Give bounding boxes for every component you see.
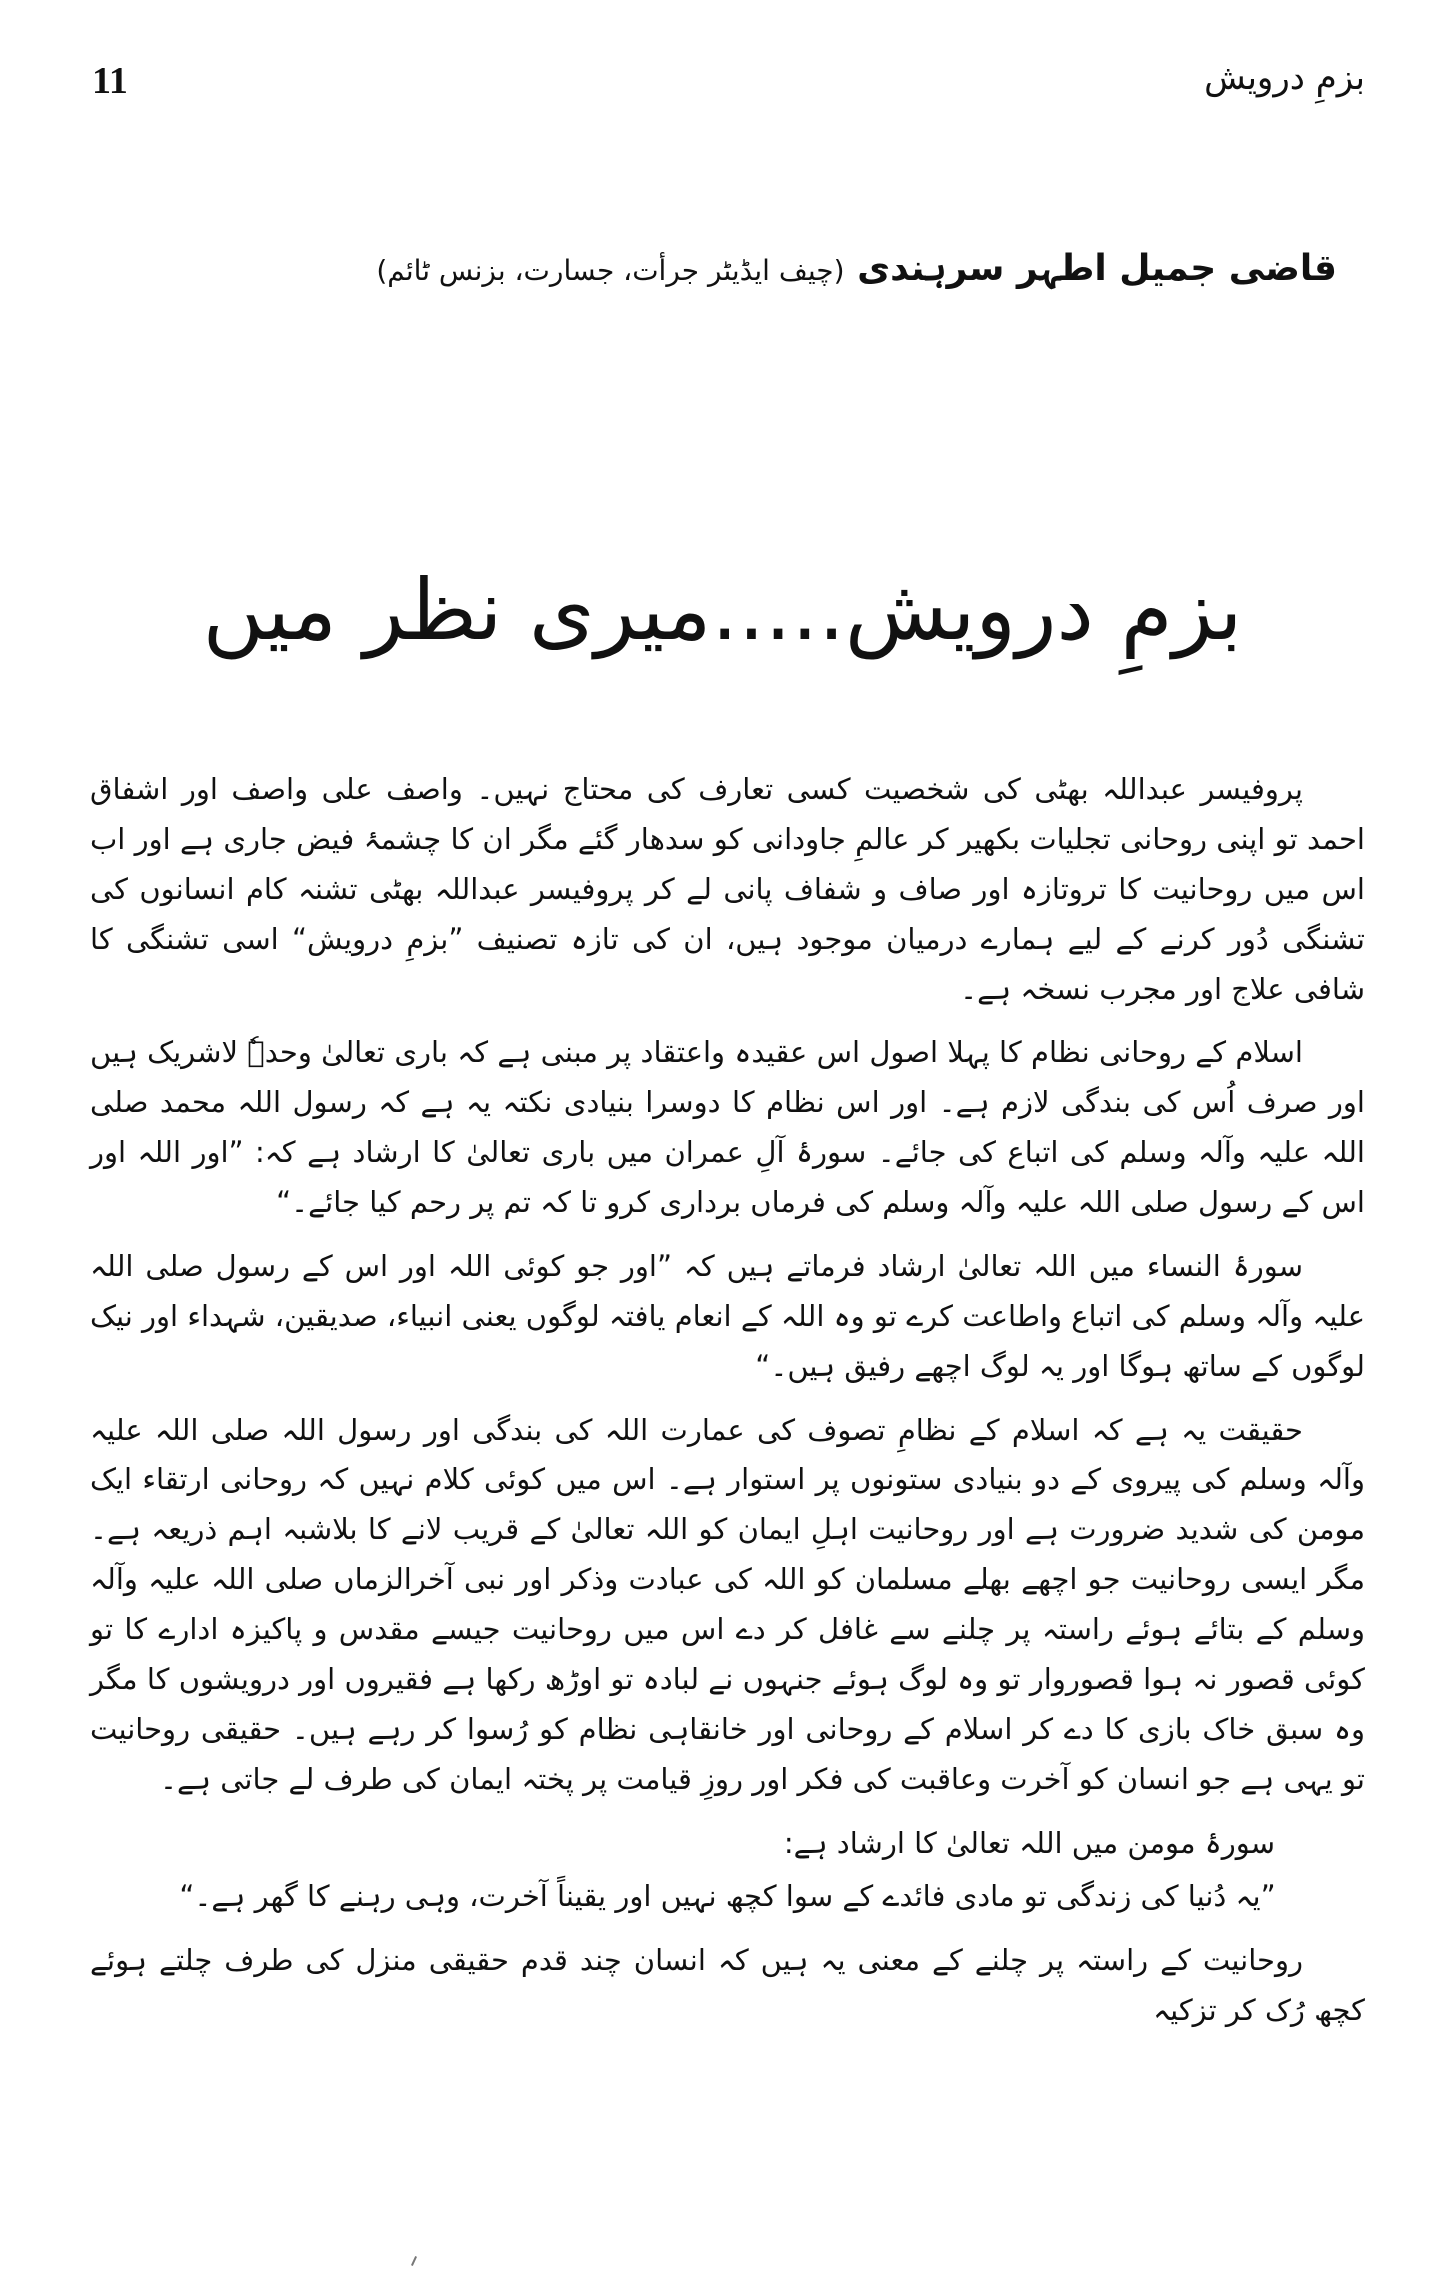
paragraph: اسلام کے روحانی نظام کا پہلا اصول اس عقیدہ واعتقاد پر مبنی ہے کہ باری تعالیٰ وحدہٗ لاشریک ہیں اور صرف اُس کی بندگی لازم ہے۔ اور اس نظام کا دوسرا بنیادی نکتہ یہ ہے کہ رسول اللہ محمد صلی اللہ علیہ وآلہ وسلم کی اتباع کی جائے۔ سورۂ آلِ عمران میں باری تعالیٰ کا ارشاد ہے کہ: ”اور اللہ اور اس کے رسول صلی اللہ علیہ وآلہ وسلم کی فرماں برداری کرو تا کہ تم پر رحم کیا جائے۔“ [90, 1035, 1365, 1219]
author-designation: (چیف ایڈیٹر جرأت، جسارت، بزنس ٹائم) [376, 254, 845, 287]
page-number: 11 [92, 60, 128, 102]
article-body [90, 765, 1365, 2050]
author-byline [337, 246, 1337, 293]
quote-intro: سورۂ مومن میں اللہ تعالیٰ کا ارشاد ہے: [783, 1825, 1275, 1860]
paragraph: حقیقت یہ ہے کہ اسلام کے نظامِ تصوف کی عمارت اللہ کی بندگی اور رسول اللہ صلی اللہ علیہ وآلہ وسلم کی پیروی کے دو بنیادی ستونوں پر استوار ہے۔ اس میں کوئی کلام نہیں کہ روحانی ارتقاء ایک مومن کی شدید ضرورت ہے اور روحانیت اہلِ ایمان کو اللہ تعالیٰ کے قریب لانے کا بلاشبہ اہم ذریعہ ہے۔ مگر ایسی روحانیت جو اچھے بھلے مسلمان کو اللہ کی عبادت وذکر اور نبی آخرالزماں صلی اللہ علیہ وآلہ وسلم کے بتائے ہوئے راستہ پر چلنے سے غافل کر دے اس میں روحانیت جیسے مقدس و پاکیزہ ادارے کا تو کوئی قصور نہ ہوا قصوروار تو وہ لوگ ہوئے جنہوں نے لبادہ تو اوڑھ رکھا ہے فقیروں اور درویشوں کا مگر وہ سبق خاک بازی کا دے کر اسلام کے روحانی اور خانقاہی نظام کو رُسوا کر رہے ہیں۔ حقیقی روحانیت تو یہی ہے جو انسان کو آخرت وعاقبت کی فکر اور روزِ قیامت پر پختہ ایمان کی طرف لے جاتی ہے۔ [90, 1412, 1365, 1796]
paragraph: پروفیسر عبداللہ بھٹی کی شخصیت کسی تعارف کی محتاج نہیں۔ واصف علی واصف اور اشفاق احمد تو اپنی روحانی تجلیات بکھیر کر عالمِ جاودانی کو سدھار گئے مگر ان کا چشمۂ فیض جاری ہے اور اب اس میں روحانیت کا تروتازہ اور صاف و شفاف پانی لے کر پروفیسر عبداللہ بھٹی تشنہ کام انسانوں کی تشنگی دُور کرنے کے لیے ہمارے درمیان موجود ہیں، ان کی تازہ تصنیف ”بزمِ درویش“ اسی تشنگی کا شافی علاج اور مجرب نسخہ ہے۔ [90, 772, 1365, 1006]
article-title: بزمِ درویش.....میری نظر میں [202, 561, 1243, 659]
running-head: بزمِ درویش [1204, 58, 1365, 98]
block-quote: ”یہ دُنیا کی زندگی تو مادی فائدے کے سوا کچھ نہیں اور یقیناً آخرت، وہی رہنے کا گھر ہے۔“ [179, 1879, 1276, 1914]
paragraph: روحانیت کے راستہ پر چلنے کے معنی یہ ہیں کہ انسان چند قدم حقیقی منزل کی طرف چلتے ہوئے کچھ رُک کر تزکیہ [90, 1943, 1365, 2028]
author-name: قاضی جمیل اطہر سرہندی [857, 248, 1337, 289]
paragraph: سورۂ النساء میں اللہ تعالیٰ ارشاد فرماتے ہیں کہ ”اور جو کوئی اللہ اور اس کے رسول صلی اللہ علیہ وآلہ وسلم کی اتباع واطاعت کرے تو وہ اللہ کے انعام یافتہ لوگوں یعنی انبیاء، صدیقین، شہداء اور نیک لوگوں کے ساتھ ہوگا اور یہ لوگ اچھے رفیق ہیں۔“ [90, 1248, 1365, 1383]
stray-ink-mark [411, 2256, 417, 2266]
